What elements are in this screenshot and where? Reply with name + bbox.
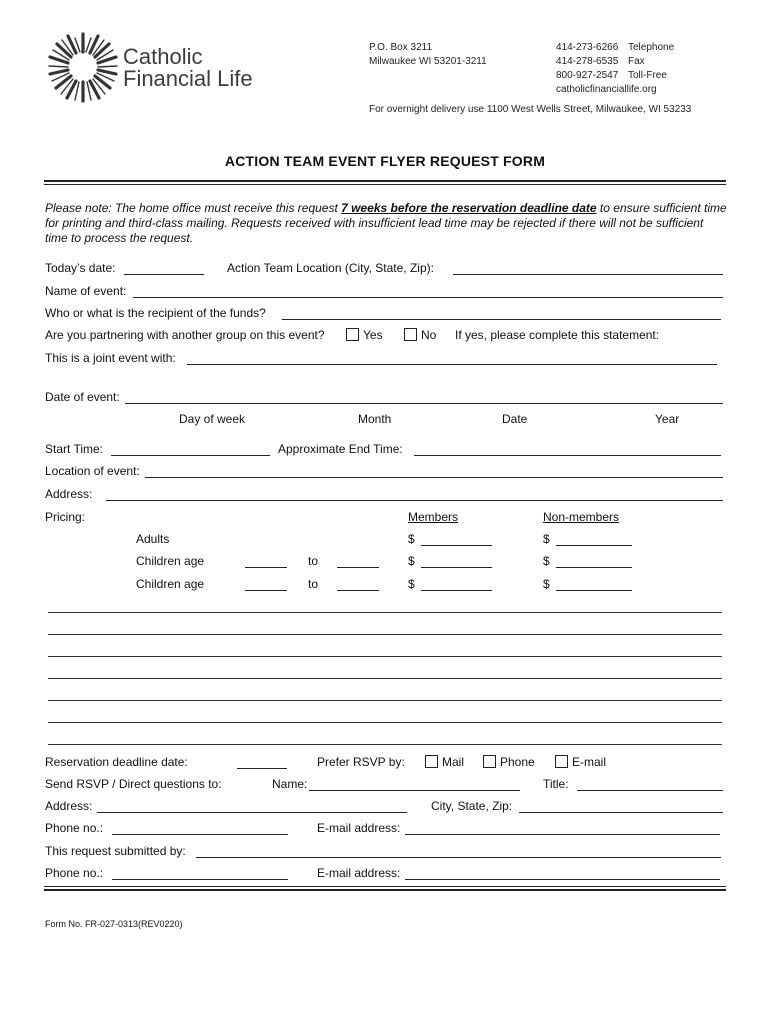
title-rule-bottom <box>44 184 726 185</box>
send-rsvp-label: Send RSVP / Direct questions to: <box>45 777 222 791</box>
todays-date-field[interactable] <box>124 274 204 275</box>
adults-label: Adults <box>136 532 170 546</box>
po-box: P.O. Box 3211 <box>369 42 433 53</box>
telephone-number: 414-273-6266 <box>556 42 619 53</box>
children-age-to-2[interactable] <box>337 590 379 591</box>
city-state-zip-field[interactable] <box>519 812 723 813</box>
prefer-rsvp-label: Prefer RSVP by: <box>317 755 405 769</box>
bottom-rule-1 <box>44 886 726 887</box>
adults-nonmembers-dollar: $ <box>543 532 550 546</box>
children-age-label-1: Children age <box>136 554 205 568</box>
children-age-from-2[interactable] <box>245 590 287 591</box>
adults-members-field[interactable] <box>421 545 492 546</box>
children2-nonmembers-dollar: $ <box>543 577 550 591</box>
phone-no-field-2[interactable] <box>112 879 288 880</box>
reservation-deadline-field[interactable] <box>237 768 287 769</box>
blank-line-3[interactable] <box>48 656 722 657</box>
email-address-label-2: E-mail address: <box>317 866 401 880</box>
logo-line-2: Financial Life <box>123 66 253 91</box>
phone-no-label-2: Phone no.: <box>45 866 104 880</box>
tollfree-label: Toll-Free <box>628 70 667 81</box>
start-time-field[interactable] <box>111 455 270 456</box>
children-age-label-2: Children age <box>136 577 205 591</box>
to-label-2: to <box>308 577 319 591</box>
address-label: Address: <box>45 487 93 501</box>
no-checkbox[interactable] <box>404 328 417 341</box>
note-text-end: to ensure sufficient time for printing and third-class mailing. Requests received with insufficient lead time may be rejected if there will not be sufficient time to process the request. <box>45 201 727 245</box>
telephone-label: Telephone <box>628 42 675 53</box>
blank-line-6[interactable] <box>48 722 722 723</box>
joint-event-label: This is a joint event with: <box>45 351 176 365</box>
no-option[interactable] <box>404 328 436 342</box>
start-time-label: Start Time: <box>45 442 104 456</box>
rsvp-address-label: Address: <box>45 799 93 813</box>
mail-checkbox[interactable] <box>425 755 438 768</box>
email-address-field-2[interactable] <box>405 879 720 880</box>
note-paragraph <box>45 201 729 246</box>
end-time-label: Approximate End Time: <box>278 442 403 456</box>
event-location-label: Location of event: <box>45 464 140 478</box>
city-state-zip-label: City, State, Zip: <box>431 799 513 813</box>
yes-label: Yes <box>363 328 383 342</box>
children-age-to-1[interactable] <box>337 567 379 568</box>
phone-no-field[interactable] <box>112 834 288 835</box>
pricing-label: Pricing: <box>45 510 86 524</box>
recipient-field[interactable] <box>282 319 721 320</box>
event-name-label: Name of event: <box>45 284 127 298</box>
city-address: Milwaukee WI 53201-3211 <box>369 56 487 67</box>
logo <box>46 30 120 104</box>
fax-number: 414-278-6535 <box>556 56 619 67</box>
action-team-location-field[interactable] <box>453 274 723 275</box>
children1-nonmembers-field[interactable] <box>556 567 632 568</box>
email-address-label: E-mail address: <box>317 821 401 835</box>
rsvp-title-label: Title: <box>543 777 569 791</box>
title-rule-top <box>44 180 726 182</box>
todays-date-label: Today’s date: <box>45 261 116 275</box>
children2-members-dollar: $ <box>408 577 415 591</box>
day-of-week-label: Day of week <box>179 412 246 426</box>
members-header: Members <box>408 510 459 524</box>
joint-event-field[interactable] <box>187 364 717 365</box>
no-label: No <box>421 328 437 342</box>
blank-line-4[interactable] <box>48 678 722 679</box>
children1-members-field[interactable] <box>421 567 492 568</box>
email-checkbox[interactable] <box>555 755 568 768</box>
overnight-delivery: For overnight delivery use 1100 West Wells Street, Milwaukee, WI 53233 <box>369 104 692 115</box>
mail-option[interactable] <box>425 755 464 769</box>
phone-checkbox[interactable] <box>483 755 496 768</box>
recipient-label: Who or what is the recipient of the funds? <box>45 306 266 320</box>
blank-line-7[interactable] <box>48 744 722 745</box>
date-of-event-label: Date of event: <box>45 390 120 404</box>
logo-line-1: Catholic <box>123 44 203 69</box>
children1-nonmembers-dollar: $ <box>543 554 550 568</box>
rsvp-name-label: Name: <box>272 777 308 791</box>
children1-members-dollar: $ <box>408 554 415 568</box>
rsvp-title-field[interactable] <box>577 790 723 791</box>
year-label: Year <box>655 412 680 426</box>
yes-option[interactable] <box>346 328 383 342</box>
address-field[interactable] <box>106 500 723 501</box>
yes-checkbox[interactable] <box>346 328 359 341</box>
event-location-field[interactable] <box>145 477 723 478</box>
date-of-event-field[interactable] <box>125 403 723 404</box>
children-age-from-1[interactable] <box>245 567 287 568</box>
page-title: ACTION TEAM EVENT FLYER REQUEST FORM <box>224 153 546 169</box>
month-label: Month <box>358 412 392 426</box>
website: catholicfinanciallife.org <box>556 84 657 95</box>
event-name-field[interactable] <box>133 297 723 298</box>
to-label-1: to <box>308 554 319 568</box>
phone-no-label: Phone no.: <box>45 821 104 835</box>
form-number: Form No. FR-027-0313(REV0220) <box>45 919 183 929</box>
note-deadline: 7 weeks before the reservation deadline date <box>341 201 597 215</box>
blank-line-2[interactable] <box>48 634 722 635</box>
if-yes-label: If yes, please complete this statement: <box>455 328 660 342</box>
blank-line-1[interactable] <box>48 612 722 613</box>
blank-line-5[interactable] <box>48 700 722 701</box>
note-text-start: Please note: The home office must receive this request <box>45 201 342 215</box>
phone-option[interactable] <box>483 755 535 769</box>
children2-members-field[interactable] <box>421 590 492 591</box>
sunburst-logo-icon <box>46 30 120 104</box>
adults-nonmembers-field[interactable] <box>556 545 632 546</box>
submitted-by-label: This request submitted by: <box>45 844 186 858</box>
fax-label: Fax <box>628 56 645 67</box>
submitted-by-field[interactable] <box>196 857 721 858</box>
mail-label: Mail <box>442 755 465 769</box>
action-team-location-label: Action Team Location (City, State, Zip): <box>227 261 434 275</box>
end-time-field[interactable] <box>414 455 721 456</box>
partnering-label: Are you partnering with another group on this event? <box>45 328 325 342</box>
reservation-deadline-label: Reservation deadline date: <box>45 755 188 769</box>
bottom-rule-2 <box>44 889 726 891</box>
email-label: E-mail <box>572 755 607 769</box>
adults-members-dollar: $ <box>408 532 415 546</box>
non-members-header: Non-members <box>543 510 620 524</box>
rsvp-address-field[interactable] <box>97 812 407 813</box>
phone-label: Phone <box>500 755 535 769</box>
date-label: Date <box>502 412 528 426</box>
tollfree-number: 800-927-2547 <box>556 70 619 81</box>
email-option[interactable] <box>555 755 606 769</box>
email-address-field[interactable] <box>405 834 720 835</box>
rsvp-name-field[interactable] <box>309 790 520 791</box>
children2-nonmembers-field[interactable] <box>556 590 632 591</box>
